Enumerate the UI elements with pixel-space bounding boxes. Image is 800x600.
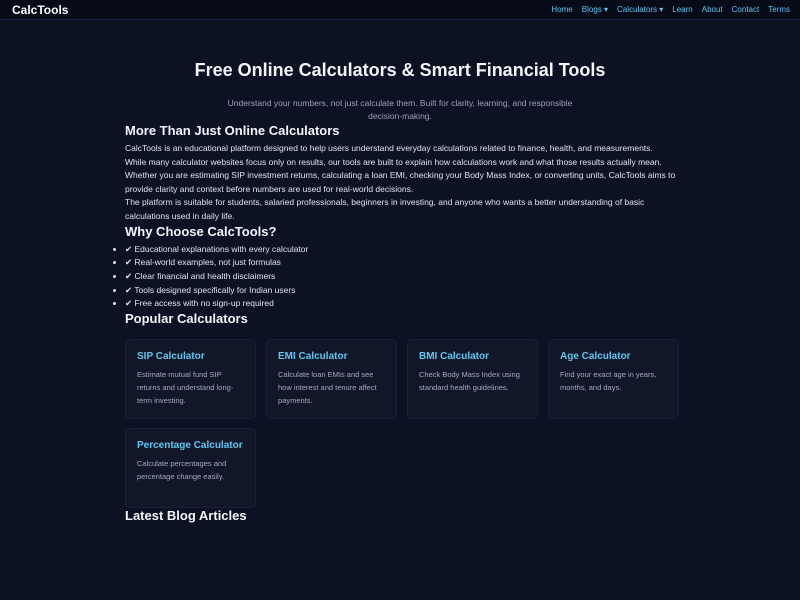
why-list-item: • ✔ Clear financial and health disclaimers <box>125 270 680 284</box>
card-title[interactable]: Percentage Calculator <box>137 440 243 452</box>
card-description: Check Body Mass Index using standard health guidelines. <box>419 370 520 392</box>
brand-logo[interactable]: CalcTools <box>12 2 69 17</box>
why-list-item: • ✔ Real-world examples, not just formulas <box>125 256 680 270</box>
hero-title: Free Online Calculators & Smart Financial Tools <box>194 60 606 80</box>
top-navbar <box>0 0 800 20</box>
why-list <box>125 243 680 312</box>
main-nav <box>551 5 790 14</box>
why-section <box>125 224 680 312</box>
about-paragraph: CalcTools is an educational platform designed to help users understand everyday calculations related to finance, health, and measurements. <box>125 143 653 153</box>
about-paragraph: The platform is suitable for students, salaried professionals, beginners in investing, and anyone who wants a better understanding of basic calculations used in daily life. <box>125 197 645 221</box>
card-description: Calculate percentages and percentage change easily. <box>137 459 227 481</box>
nav-home-link[interactable]: Home <box>551 5 573 14</box>
blog-section <box>125 508 680 523</box>
why-list-item: • ✔ Educational explanations with every calculator <box>125 243 680 257</box>
card-description: Find your exact age in years, months, and days. <box>560 370 657 392</box>
why-list-item: • ✔ Tools designed specifically for Indian users <box>125 284 680 298</box>
nav-calculators-dropdown[interactable]: Calculators ▾ <box>617 5 664 14</box>
popular-title: Popular Calculators <box>125 311 248 327</box>
popular-calculators-section <box>125 311 680 508</box>
card-description: Calculate loan EMIs and see how interest and tenure affect payments. <box>278 370 377 405</box>
hero-subtitle: Understand your numbers, not just calculate them. Built for clarity, learning, and responsible decision-making. <box>227 98 573 121</box>
about-paragraph: While many calculator websites focus only on results, our tools are built to explain how calculations work and what those results actually mean. <box>125 156 662 167</box>
why-list-item: • ✔ Free access with no sign-up required <box>125 297 680 311</box>
nav-learn-link[interactable]: Learn <box>672 5 693 14</box>
nav-blogs-dropdown[interactable]: Blogs ▾ <box>581 5 608 14</box>
why-title: Why Choose CalcTools? <box>125 223 277 239</box>
main-content <box>125 123 680 523</box>
card-title[interactable]: BMI Calculator <box>419 351 490 363</box>
card-title[interactable]: EMI Calculator <box>278 351 348 363</box>
calculator-grid <box>125 339 685 508</box>
card-title[interactable]: Age Calculator <box>560 351 631 363</box>
calculator-card-age[interactable] <box>548 339 679 419</box>
about-paragraph: Whether you are estimating SIP investment returns, calculating a loan EMI, checking your Body Mass Index, or converting units, CalcTools aims to provide clarity and context before numbers are used for real-world decisions. <box>125 170 676 194</box>
nav-about-link[interactable]: About <box>701 5 723 14</box>
about-title: More Than Just Online Calculators <box>125 123 340 138</box>
card-description: Estimate mutual fund SIP returns and understand long-term investing. <box>137 370 234 405</box>
blog-title: Latest Blog Articles <box>125 508 247 524</box>
calculator-card-emi[interactable] <box>266 339 397 419</box>
nav-terms-link[interactable]: Terms <box>768 5 790 14</box>
hero-section <box>0 60 800 123</box>
calculator-card-bmi[interactable] <box>407 339 538 419</box>
nav-contact-link[interactable]: Contact <box>731 5 760 14</box>
card-title[interactable]: SIP Calculator <box>137 351 205 363</box>
calculator-card-sip[interactable] <box>125 339 256 419</box>
about-section <box>125 123 680 224</box>
calculator-card-percentage[interactable] <box>125 428 256 508</box>
